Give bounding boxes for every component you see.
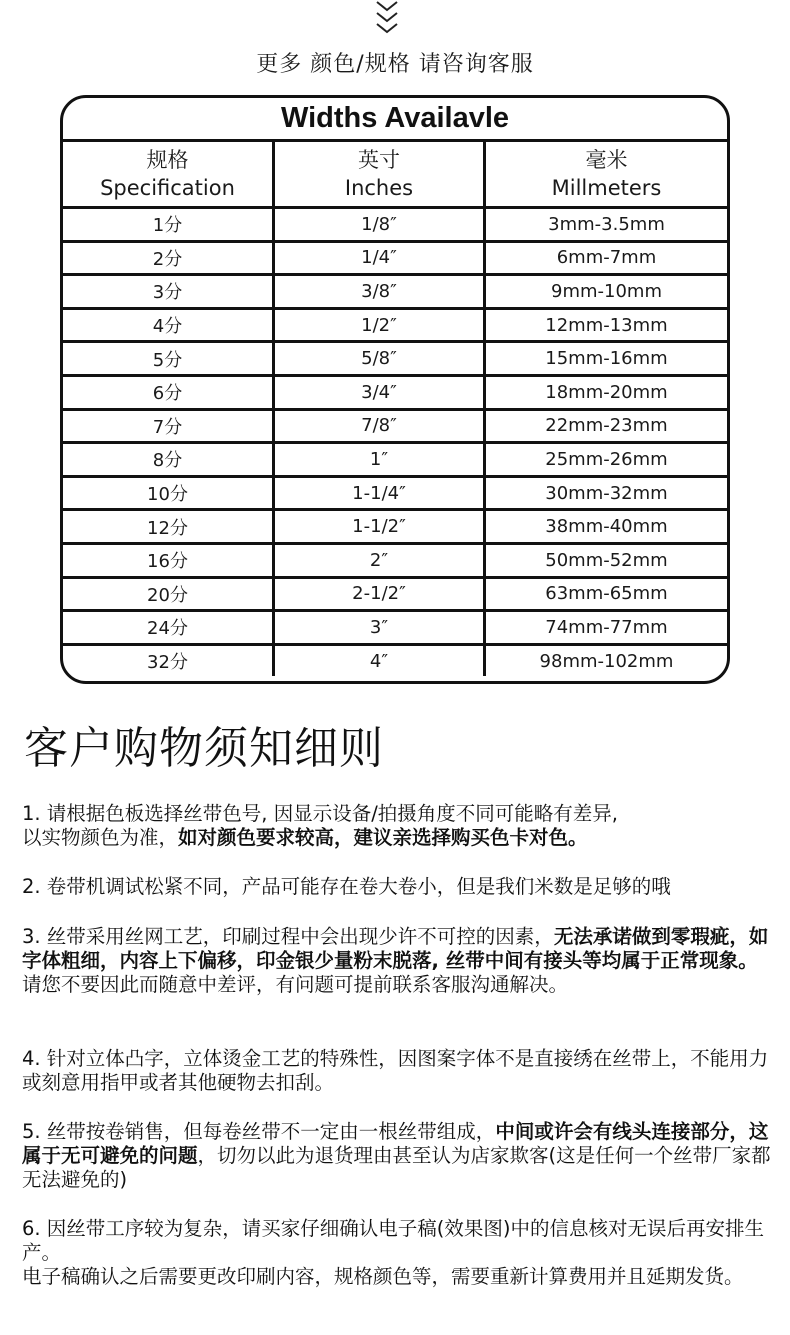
spec-cell: 1分 xyxy=(63,209,275,240)
inches-cell: 2-1/2″ xyxy=(275,579,486,610)
spec-cell: 6分 xyxy=(63,377,275,408)
note-2: 2. 卷带机调试松紧不同，产品可能存在卷大卷小，但是我们米数是足够的哦 xyxy=(22,875,671,898)
mm-cell: 25mm-26mm xyxy=(545,448,668,470)
table-row xyxy=(63,545,727,579)
table-row xyxy=(63,343,727,377)
spec-cell: 5分 xyxy=(63,343,275,374)
table-row xyxy=(63,511,727,545)
inches-cell: 1/4″ xyxy=(275,243,486,274)
column-header-en: Specification xyxy=(100,176,235,200)
column-header-cn: 毫米 xyxy=(585,148,628,172)
inches-cell: 3/4″ xyxy=(275,377,486,408)
column-header-en: Inches xyxy=(344,176,414,200)
more-colors-specs-contact-line: 更多 颜色/规格 请咨询客服 xyxy=(256,52,534,77)
table-row xyxy=(63,310,727,344)
spec-cell: 24分 xyxy=(63,612,275,643)
table-row xyxy=(63,411,727,445)
mm-cell: 6mm-7mm xyxy=(556,247,657,269)
table-row xyxy=(63,377,727,411)
spec-cell: 32分 xyxy=(63,646,275,677)
note-4: 4. 针对立体凸字，立体烫金工艺的特殊性，因图案字体不是直接绣在丝带上，不能用力或刻意用指甲或者其他硬物去扣刮。 xyxy=(22,1047,769,1094)
inches-cell: 5/8″ xyxy=(275,343,486,374)
mm-cell: 74mm-77mm xyxy=(545,616,668,638)
table-row xyxy=(63,444,727,478)
spec-cell: 2分 xyxy=(63,243,275,274)
mm-cell: 50mm-52mm xyxy=(545,549,668,571)
note-5: 5. 丝带按卷销售，但每卷丝带不一定由一根丝带组成，中间或许会有线头连接部分，这属于无可避免的问题，切勿以此为退货理由甚至认为店家欺客(这是任何一个丝带厂家都无法避免的) xyxy=(22,1120,771,1191)
spec-cell: 4分 xyxy=(63,310,275,341)
inches-cell: 2″ xyxy=(275,545,486,576)
mm-cell: 38mm-40mm xyxy=(545,516,668,538)
column-header-cn: 规格 xyxy=(146,148,189,172)
spec-cell: 12分 xyxy=(63,511,275,542)
mm-cell: 12mm-13mm xyxy=(545,314,668,336)
spec-cell: 20分 xyxy=(63,579,275,610)
inches-cell: 1-1/2″ xyxy=(275,511,486,542)
shopping-notes-title: 客户购物须知细则 xyxy=(24,723,384,774)
inches-cell: 7/8″ xyxy=(275,411,486,442)
table-row xyxy=(63,646,727,677)
mm-cell: 3mm-3.5mm xyxy=(548,213,665,235)
table-row xyxy=(63,276,727,310)
inches-cell: 3/8″ xyxy=(275,276,486,307)
spec-cell: 7分 xyxy=(63,411,275,442)
mm-cell: 22mm-23mm xyxy=(545,415,668,437)
chevron-down-icon xyxy=(373,0,401,40)
note-1: 1. 请根据色板选择丝带色号, 因显示设备/拍摄角度不同可能略有差异, 以实物颜色为准，如对颜色要求较高，建议亲选择购买色卡对色。 xyxy=(22,802,618,849)
note-3: 3. 丝带采用丝网工艺，印刷过程中会出现少许不可控的因素，无法承诺做到零瑕疵，如字体粗细，内容上下偏移，印金银少量粉末脱落, 丝带中间有接头等均属于正常现象。 请您不要因此而随意中差评，有问题可提前联系客服沟通解决。 xyxy=(22,925,769,996)
table-title: Widths Availavle xyxy=(63,98,727,142)
spec-cell: 8分 xyxy=(63,444,275,475)
inches-cell: 4″ xyxy=(275,646,486,677)
table-row xyxy=(63,612,727,646)
spec-cell: 16分 xyxy=(63,545,275,576)
column-header-inches xyxy=(275,142,486,206)
inches-cell: 1/2″ xyxy=(275,310,486,341)
inches-cell: 3″ xyxy=(275,612,486,643)
column-header-cn: 英寸 xyxy=(358,148,400,172)
mm-cell: 18mm-20mm xyxy=(545,381,668,403)
table-row xyxy=(63,579,727,613)
table-row xyxy=(63,478,727,512)
note-6: 6. 因丝带工序较为复杂，请买家仔细确认电子稿(效果图)中的信息核对无误后再安排生产。 电子稿确认之后需要更改印刷内容，规格颜色等，需要重新计算费用并且延期发货。 xyxy=(22,1217,765,1288)
widths-table xyxy=(60,95,730,684)
table-row xyxy=(63,209,727,243)
mm-cell: 15mm-16mm xyxy=(545,348,668,370)
spec-cell: 10分 xyxy=(63,478,275,509)
table-row xyxy=(63,243,727,277)
inches-cell: 1″ xyxy=(275,444,486,475)
column-header-en: Millmeters xyxy=(551,176,662,200)
mm-cell: 98mm-102mm xyxy=(539,650,674,672)
column-header-millimeters xyxy=(486,142,727,206)
mm-cell: 63mm-65mm xyxy=(545,583,668,605)
inches-cell: 1/8″ xyxy=(275,209,486,240)
column-header-specification xyxy=(63,142,275,206)
table-header-row xyxy=(63,142,727,209)
inches-cell: 1-1/4″ xyxy=(275,478,486,509)
mm-cell: 9mm-10mm xyxy=(551,280,662,302)
mm-cell: 30mm-32mm xyxy=(545,482,668,504)
spec-cell: 3分 xyxy=(63,276,275,307)
